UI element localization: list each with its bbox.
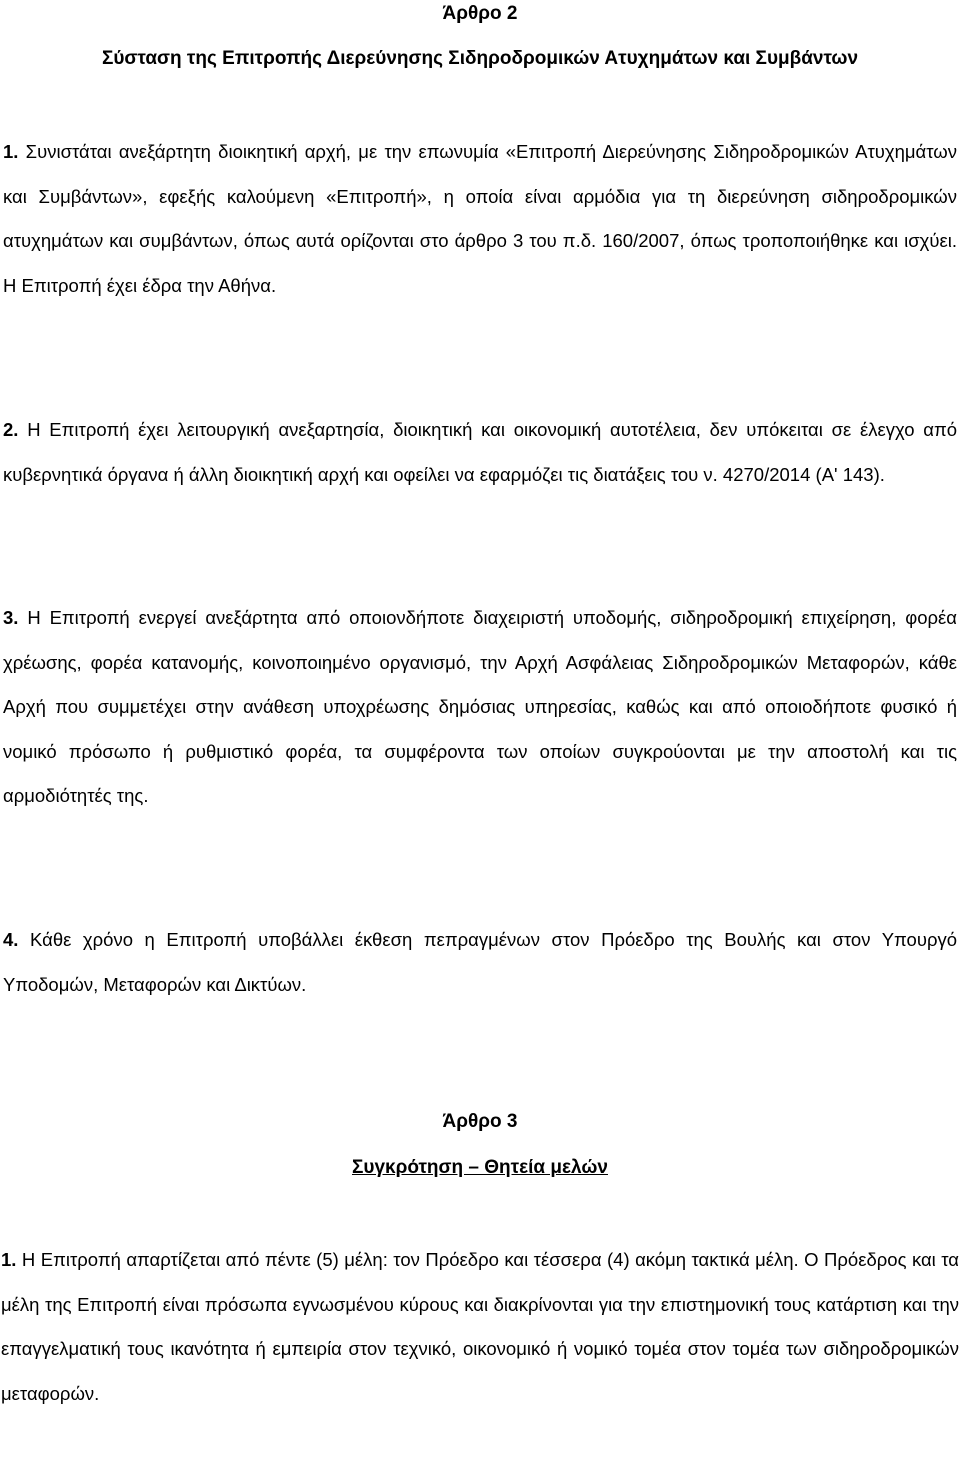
article-2-paragraph-4 [3, 918, 957, 1007]
paragraph-number: 1. [1, 1249, 17, 1270]
article-2-paragraph-1 [3, 130, 957, 308]
article-2-paragraph-3 [3, 596, 957, 819]
paragraph-number: 2. [3, 419, 19, 440]
paragraph-number: 1. [3, 141, 19, 162]
paragraph-number: 4. [3, 929, 19, 950]
article-2-paragraph-2 [3, 408, 957, 497]
paragraph-text: Συνιστάται ανεξάρτητη διοικητική αρχή, με την επωνυμία «Επιτροπή Διερεύνησης Σιδηροδρομικών Ατυχημάτων και Συμβάντων», εφεξής καλούμενη «Επιτροπή», η οποία είναι αρμόδια για τη διερεύνηση σιδηροδρομικών ατυχημάτων και συμβάντων, όπως αυτά ορίζονται στο άρθρο 3 του π.δ. 160/2007, όπως τροποποιήθηκε και ισχύει. Η Επιτροπή έχει έδρα την Αθήνα. [3, 141, 957, 296]
article-3-paragraph-1 [1, 1238, 959, 1416]
paragraph-text: Κάθε χρόνο η Επιτροπή υποβάλλει έκθεση πεπραγμένων στον Πρόεδρο της Βουλής και στον Υπουργό Υποδομών, Μεταφορών και Δικτύων. [3, 929, 958, 995]
paragraph-text: Η Επιτροπή ενεργεί ανεξάρτητα από οποιονδήποτε διαχειριστή υποδομής, σιδηροδρομική επιχείρηση, φορέα χρέωσης, φορέα κατανομής, κοινοποιημένο οργανισμό, την Αρχή Ασφάλειας Σιδηροδρομικών Μεταφορών, κάθε Αρχή που συμμετέχει στην ανάθεση υποχρέωσης δημόσιας υπηρεσίας, καθώς και από οποιοδήποτε φυσικό ή νομικό πρόσωπο ή ρυθμιστικό φορέα, τα συμφέροντα των οποίων συγκρούονται με την αποστολή και τις αρμοδιότητές της. [3, 607, 957, 807]
paragraph-number: 3. [3, 607, 19, 628]
article-2-title: Άρθρο 2 [442, 3, 518, 24]
paragraph-text: Η Επιτροπή απαρτίζεται από πέντε (5) μέλη: τον Πρόεδρο και τέσσερα (4) ακόμη τακτικά μέλη. Ο Πρόεδρος και τα μέλη της Επιτροπή είναι πρόσωπα εγνωσμένου κύρους και διακρίνονται για την επιστημονική τους κατάρτιση και την επαγγελματική τους ικανότητα ή εμπειρία στον τεχνικό, οικονομικό ή νομικό τομέα στον τομέα των σιδηροδρομικών μεταφορών. [1, 1249, 959, 1404]
article-2-subtitle: Σύσταση της Επιτροπής Διερεύνησης Σιδηροδρομικών Ατυχημάτων και Συμβάντων [101, 48, 859, 69]
paragraph-text: Η Επιτροπή έχει λειτουργική ανεξαρτησία, διοικητική και οικονομική αυτοτέλεια, δεν υπόκειται σε έλεγχο από κυβερνητικά όργανα ή άλλη διοικητική αρχή και οφείλει να εφαρμόζει τις διατάξεις του ν. 4270/2014 (Α' 143). [3, 419, 958, 485]
article-3-subtitle: Συγκρότηση – Θητεία μελών [352, 1157, 608, 1178]
article-3-title: Άρθρο 3 [442, 1111, 518, 1132]
